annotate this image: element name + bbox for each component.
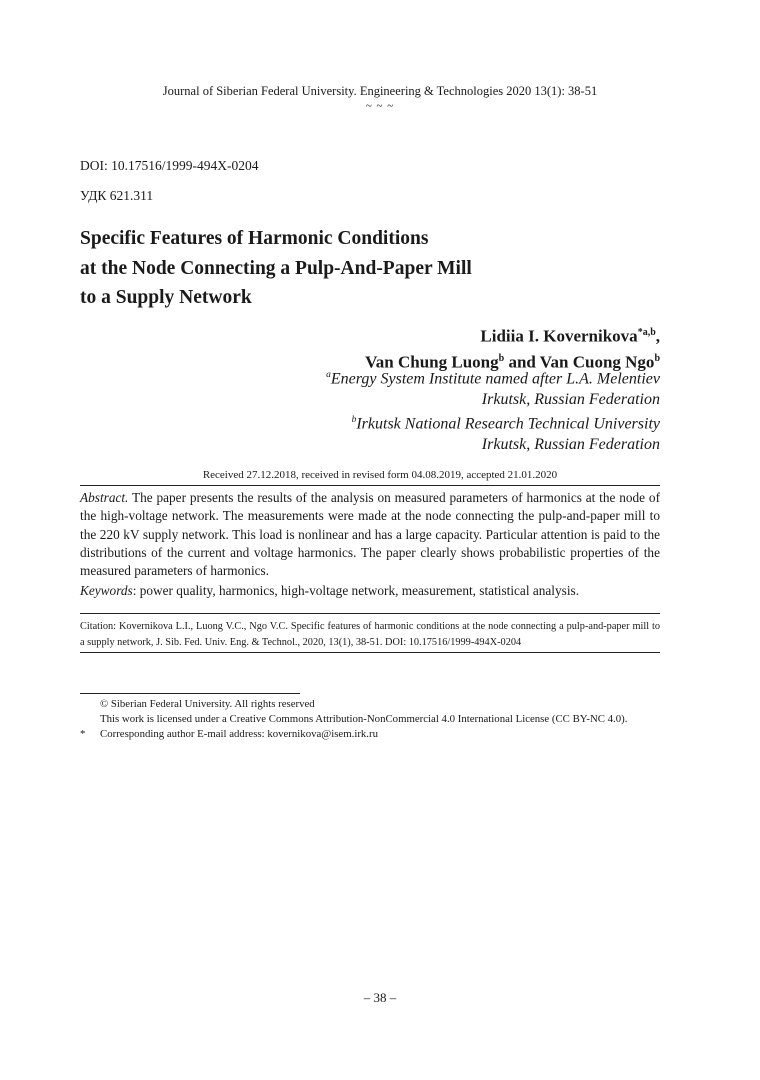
abstract <box>80 489 660 580</box>
copyright-note: © Siberian Federal University. All rights reserved <box>100 698 315 710</box>
divider-citation-top <box>80 613 660 614</box>
keywords-label: Keywords <box>80 583 133 598</box>
journal-header: Journal of Siberian Federal University. Engineering & Technologies 2020 13(1): 38-51 <box>162 84 598 98</box>
author-1: Lidiia I. Kovernikova <box>480 326 638 346</box>
affiliation-b-name: Irkutsk National Research Technical University <box>356 415 660 433</box>
page-number: – 38 – <box>363 990 397 1005</box>
affiliation-a-name: Energy System Institute named after L.A. Melentiev <box>330 370 660 388</box>
author-3: Van Cuong Ngo <box>539 352 655 372</box>
license-note: This work is licensed under a Creative Commons Attribution-NonCommercial 4.0 International License (CC BY-NC 4.0). <box>100 713 628 725</box>
footnote-divider <box>80 693 300 694</box>
affiliation-b-line-2: Irkutsk, Russian Federation <box>481 436 660 454</box>
title-line-2: at the Node Connecting a Pulp-And-Paper Mill <box>80 257 472 279</box>
author-1-marks: *a,b <box>637 327 656 338</box>
affiliation-b-mark: b <box>351 415 357 426</box>
author-and: and <box>504 352 540 372</box>
affiliations <box>326 365 660 456</box>
keywords-text: : power quality, harmonics, high-voltage network, measurement, statistical analysis. <box>132 583 580 598</box>
author-3-marks: b <box>654 353 660 365</box>
header-ornament: ~ ~ ~ <box>365 100 395 112</box>
citation: Citation: Kovernikova L.I., Luong V.C., Ngo V.C. Specific features of harmonic conditions at the node connecting a pulp-and-paper mill to a supply network, J. Sib. Fed. Univ. Eng. & Technol., 2020, 13(1), 38-51. DOI: 10.17516/1999-494X-0204 <box>80 621 660 648</box>
footnote-star: * <box>80 728 86 740</box>
abstract-label: Abstract. <box>80 490 129 505</box>
corresponding-author-note: Corresponding author E-mail address: kovernikova@isem.irk.ru <box>100 728 379 740</box>
affiliation-a-mark: a <box>326 370 331 380</box>
received-dates: Received 27.12.2018, received in revised form 04.08.2019, accepted 21.01.2020 <box>202 469 558 481</box>
udk: УДК 621.311 <box>80 188 154 203</box>
affiliation-a-line-2: Irkutsk, Russian Federation <box>481 390 660 408</box>
affiliation-b-line-1 <box>326 410 660 435</box>
author-2: Van Chung Luong <box>365 352 499 372</box>
title-line-1: Specific Features of Harmonic Conditions <box>80 228 429 249</box>
author-line-1 <box>365 322 660 348</box>
divider-top <box>80 485 660 486</box>
author-2-marks: b <box>498 353 505 365</box>
article-title <box>80 224 472 313</box>
keywords <box>80 582 660 600</box>
abstract-text: The paper presents the results of the analysis on measured parameters of harmonics at the node of the high-voltage network. The measurements were made at the node connecting the pulp-and-paper mill to the 220 kV supply network. This load is nonlinear and has a large capacity. Particular attention is paid to the distributions of the current and voltage harmonics. The paper clearly shows probabilistic properties of the measured parameters of harmonics. <box>80 490 660 579</box>
doi: DOI: 10.17516/1999-494X-0204 <box>80 158 259 173</box>
author-sep: , <box>655 326 660 346</box>
divider-citation-bottom <box>80 652 660 653</box>
affiliation-a-line-1 <box>326 365 660 390</box>
title-line-3: to a Supply Network <box>80 287 252 308</box>
